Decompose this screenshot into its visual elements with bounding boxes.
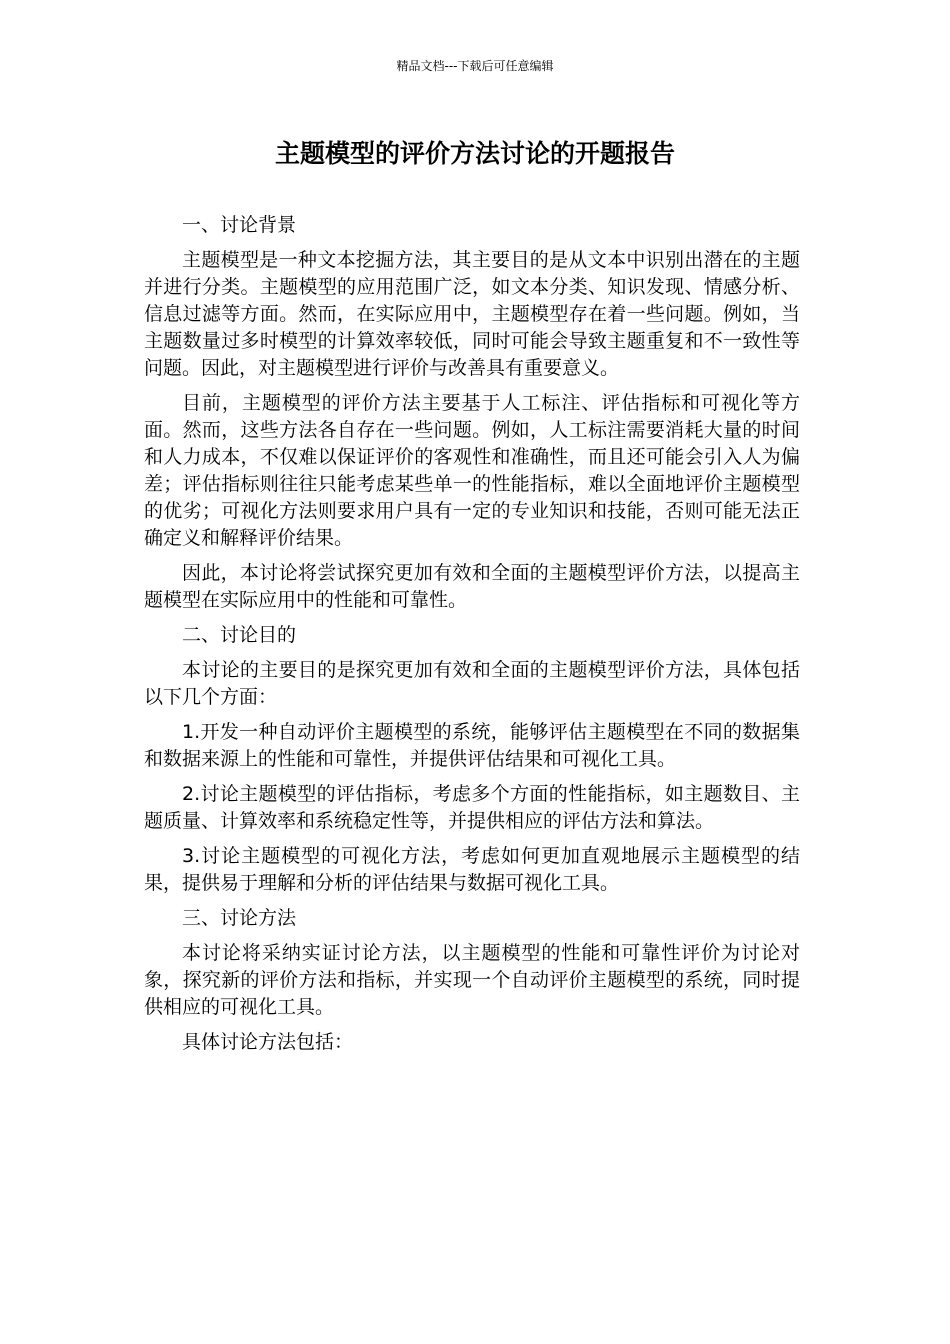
paragraph-method-2: 具体讨论方法包括： xyxy=(182,1031,354,1053)
paragraph-purpose-item-2: 2.讨论主题模型的评估指标，考虑多个方面的性能指标，如主题数目、主题质量、计算效率和系统稳定性等，并提供相应的评估方法和算法。 xyxy=(144,783,800,832)
paragraph-purpose-intro: 本讨论的主要目的是探究更加有效和全面的主题模型评价方法，具体包括以下几个方面： xyxy=(144,659,800,708)
document-body xyxy=(144,212,800,1064)
page-header-note: 精品文档---下载后可任意编辑 xyxy=(396,59,554,73)
paragraph-background-1: 主题模型是一种文本挖掘方法，其主要目的是从文本中识别出潜在的主题并进行分类。主题模型的应用范围广泛，如文本分类、知识发现、情感分析、信息过滤等方面。然而，在实际应用中，主题模型存在着一些问题。例如，当主题数量过多时模型的计算效率较低，同时可能会导致主题重复和不一致性等问题。因此，对主题模型进行评价与改善具有重要意义。 xyxy=(144,249,800,379)
paragraph-purpose-item-3: 3.讨论主题模型的可视化方法，考虑如何更加直观地展示主题模型的结果，提供易于理解和分析的评估结果与数据可视化工具。 xyxy=(144,845,800,894)
paragraph-background-3: 因此，本讨论将尝试探究更加有效和全面的主题模型评价方法，以提高主题模型在实际应用中的性能和可靠性。 xyxy=(144,562,800,611)
section-heading-background: 一、讨论背景 xyxy=(182,214,297,236)
section-heading-method: 三、讨论方法 xyxy=(182,907,297,929)
paragraph-purpose-item-1: 1.开发一种自动评价主题模型的系统，能够评估主题模型在不同的数据集和数据来源上的性能和可靠性，并提供评估结果和可视化工具。 xyxy=(144,721,800,770)
paragraph-background-2: 目前，主题模型的评价方法主要基于人工标注、评估指标和可视化等方面。然而，这些方法各自存在一些问题。例如，人工标注需要消耗大量的时间和人力成本，不仅难以保证评价的客观性和准确性，而且还可能会引入人为偏差；评估指标则往往只能考虑某些单一的性能指标，难以全面地评价主题模型的优劣；可视化方法则要求用户具有一定的专业知识和技能，否则可能无法正确定义和解释评价结果。 xyxy=(144,392,800,549)
document-title: 主题模型的评价方法讨论的开题报告 xyxy=(274,139,675,168)
paragraph-method-1: 本讨论将采纳实证讨论方法，以主题模型的性能和可靠性评价为讨论对象，探究新的评价方法和指标，并实现一个自动评价主题模型的系统，同时提供相应的可视化工具。 xyxy=(144,942,800,1018)
section-heading-purpose: 二、讨论目的 xyxy=(182,624,297,646)
